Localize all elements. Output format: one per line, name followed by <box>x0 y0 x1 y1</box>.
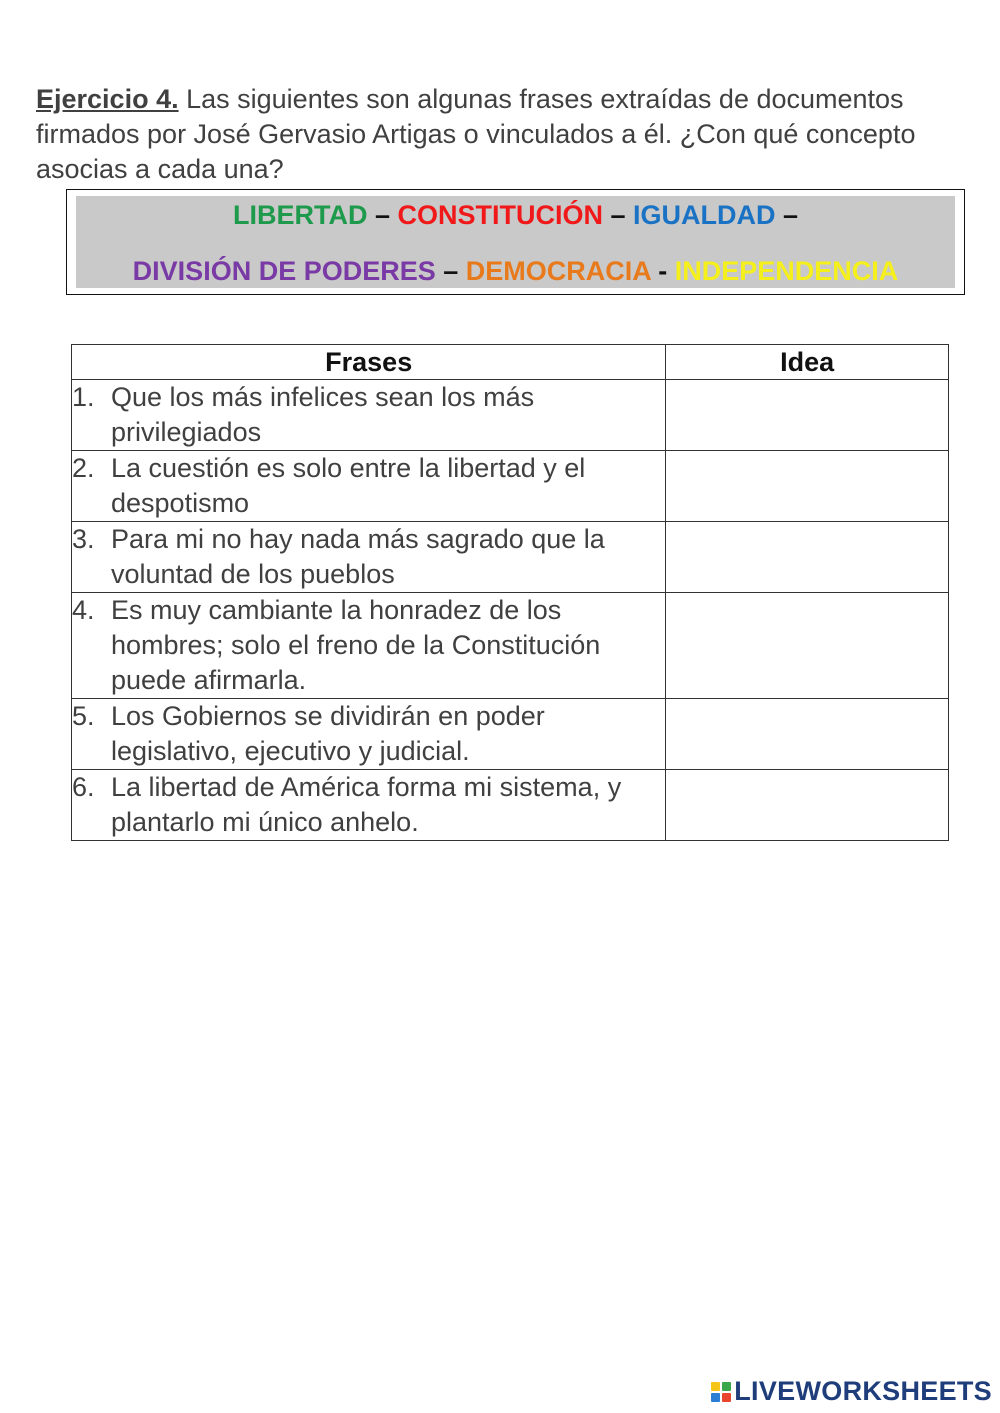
idea-answer-cell[interactable] <box>666 699 949 770</box>
concept-igualdad: IGUALDAD <box>633 200 776 230</box>
concept-democracia: DEMOCRACIA <box>465 256 651 286</box>
phrase-number: 1. <box>72 382 95 412</box>
exercise-text: Las siguientes son algunas frases extraídas de documentos firmados por José Gervasio Artigas o vinculados a él. ¿Con qué concepto asocias a cada una? <box>36 84 916 184</box>
concept-line-1 <box>76 200 955 231</box>
phrase-text: Los Gobiernos se dividirán en poder legislativo, ejecutivo y judicial. <box>111 701 545 766</box>
watermark-text: LIVEWORKSHEETS <box>734 1376 992 1406</box>
logo-square <box>711 1382 720 1391</box>
table-header-row <box>72 345 949 380</box>
table-row <box>72 522 949 593</box>
concept-separator: – <box>602 200 634 230</box>
liveworksheets-watermark <box>711 1376 992 1407</box>
table-row <box>72 451 949 522</box>
table-row <box>72 593 949 699</box>
phrases-table <box>71 344 949 841</box>
phrase-number: 2. <box>72 453 95 483</box>
phrase-number: 3. <box>72 524 95 554</box>
idea-answer-cell[interactable] <box>666 380 949 451</box>
logo-square <box>722 1393 731 1402</box>
header-frases: Frases <box>72 345 666 380</box>
phrase-text: Es muy cambiante la honradez de los hombres; solo el freno de la Constitución puede afirmarla. <box>111 595 601 695</box>
idea-answer-cell[interactable] <box>666 593 949 699</box>
phrase-cell <box>72 770 666 841</box>
exercise-label: Ejercicio 4. <box>36 84 179 114</box>
concept-separator: - <box>650 256 675 286</box>
concept-box <box>66 189 965 295</box>
concept-independencia: INDEPENDENCIA <box>674 256 899 286</box>
phrase-number: 5. <box>72 701 95 731</box>
concept-division-de-poderes: DIVISIÓN DE PODERES <box>132 256 436 286</box>
phrase-cell <box>72 380 666 451</box>
header-idea: Idea <box>666 345 949 380</box>
concept-separator: – <box>435 256 466 286</box>
table-row <box>72 380 949 451</box>
liveworksheets-logo-icon <box>711 1382 731 1402</box>
phrase-number: 6. <box>72 772 95 802</box>
phrase-text: Para mi no hay nada más sagrado que la voluntad de los pueblos <box>111 524 605 589</box>
idea-answer-cell[interactable] <box>666 451 949 522</box>
phrase-cell <box>72 522 666 593</box>
exercise-instructions <box>36 82 976 187</box>
phrase-cell <box>72 451 666 522</box>
idea-answer-cell[interactable] <box>666 770 949 841</box>
idea-answer-cell[interactable] <box>666 522 949 593</box>
phrase-cell <box>72 699 666 770</box>
concept-libertad: LIBERTAD <box>232 200 368 230</box>
phrase-number: 4. <box>72 595 95 625</box>
concept-panel <box>76 196 955 288</box>
table-row <box>72 770 949 841</box>
logo-square <box>711 1393 720 1402</box>
phrase-text: La libertad de América forma mi sistema, y plantarlo mi único anhelo. <box>111 772 622 837</box>
concept-separator: – <box>775 200 799 230</box>
concept-separator: – <box>367 200 398 230</box>
phrase-text: La cuestión es solo entre la libertad y el despotismo <box>111 453 586 518</box>
concept-constitucion: CONSTITUCIÓN <box>397 200 603 230</box>
phrase-text: Que los más infelices sean los más privilegiados <box>111 382 535 447</box>
table-row <box>72 699 949 770</box>
phrase-cell <box>72 593 666 699</box>
logo-square <box>722 1382 731 1391</box>
concept-line-2 <box>76 256 955 287</box>
